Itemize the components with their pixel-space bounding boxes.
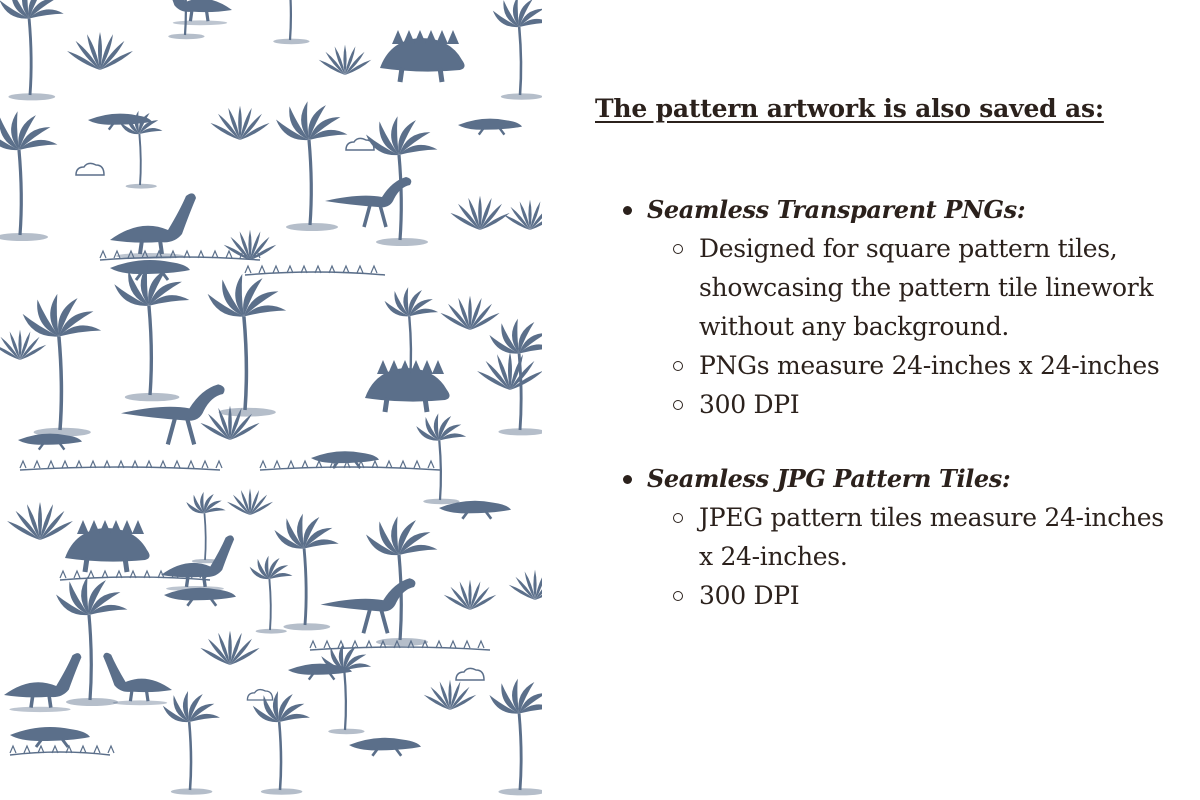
- fern-icon: [318, 45, 372, 77]
- palm-tree-icon: [318, 643, 371, 734]
- cloud-icon: [247, 690, 272, 700]
- palm-tree-icon: [272, 101, 347, 231]
- palm-tree-icon: [18, 294, 101, 437]
- raptor-icon: [121, 384, 225, 444]
- detail-item: JPEG pattern tiles measure 24-inches x 24-inches.: [647, 498, 1175, 576]
- format-details: [647, 229, 1175, 424]
- fern-icon: [439, 296, 500, 332]
- lizard-icon: [164, 588, 236, 606]
- fern-icon: [226, 488, 273, 516]
- format-item-jpg: [595, 462, 1175, 615]
- palm-tree-icon: [490, 0, 542, 100]
- dinosaur-pattern-illustration: [0, 0, 542, 800]
- palm-tree-icon: [110, 265, 189, 401]
- dinosaur-icon: [110, 193, 196, 259]
- stegosaurus-icon: [65, 520, 150, 572]
- fern-icon: [508, 570, 542, 602]
- format-info-panel: [595, 94, 1175, 653]
- page-heading: The pattern artwork is also saved as:: [595, 94, 1104, 123]
- ground-icon: [10, 746, 114, 755]
- palm-tree-icon: [0, 111, 57, 241]
- fern-icon: [423, 680, 477, 712]
- format-title: Seamless Transparent PNGs:: [647, 195, 1026, 224]
- lizard-icon: [110, 260, 190, 280]
- detail-item: Designed for square pattern tiles, showcasing the pattern tile linework without any background.: [647, 229, 1175, 346]
- dinosaur-icon: [103, 653, 172, 705]
- fern-icon: [449, 196, 510, 232]
- lizard-icon: [10, 727, 90, 747]
- fern-icon: [66, 32, 134, 72]
- fern-icon: [476, 352, 542, 392]
- palm-tree-icon: [247, 556, 292, 634]
- cloud-icon: [456, 668, 484, 680]
- palm-tree-icon: [263, 0, 316, 44]
- stegosaurus-icon: [380, 30, 465, 82]
- fern-icon: [199, 631, 260, 667]
- fern-icon: [0, 330, 47, 362]
- palm-tree-icon: [160, 691, 220, 795]
- palm-tree-icon: [413, 413, 466, 504]
- format-list: [595, 193, 1175, 615]
- stegosaurus-icon: [365, 360, 450, 412]
- lizard-icon: [349, 738, 421, 756]
- palm-tree-icon: [0, 0, 64, 100]
- lizard-icon: [458, 119, 522, 135]
- toile-pattern-artwork: [0, 0, 542, 800]
- fern-icon: [209, 106, 270, 142]
- palm-tree-icon: [271, 514, 339, 631]
- fern-icon: [6, 502, 74, 542]
- detail-item: 300 DPI: [647, 576, 1175, 615]
- fern-icon: [503, 200, 542, 232]
- detail-item: PNGs measure 24-inches x 24-inches: [647, 346, 1175, 385]
- format-item-png: [595, 193, 1175, 424]
- format-details: [647, 498, 1175, 615]
- cloud-icon: [76, 163, 104, 175]
- dinosaur-icon: [163, 0, 232, 25]
- palm-tree-icon: [250, 691, 310, 795]
- palm-tree-icon: [362, 516, 437, 646]
- dinosaur-icon: [161, 535, 234, 591]
- fern-icon: [443, 580, 497, 612]
- palm-tree-icon: [486, 679, 542, 796]
- format-title: Seamless JPG Pattern Tiles:: [647, 464, 1011, 493]
- raptor-icon: [325, 177, 411, 227]
- ground-icon: [245, 266, 385, 275]
- detail-item: 300 DPI: [647, 385, 1175, 424]
- ground-icon: [20, 461, 222, 470]
